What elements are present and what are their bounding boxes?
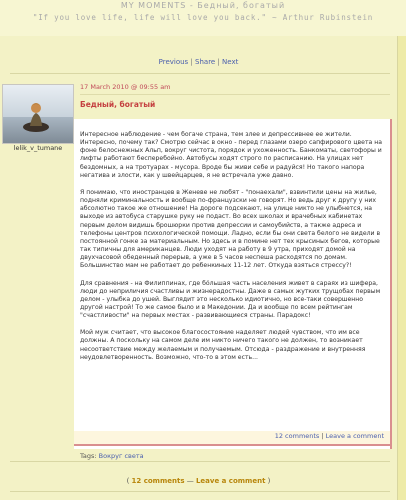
main-container — [0, 36, 398, 500]
tag-link[interactable]: Вокруг света — [98, 452, 144, 460]
site-tagline: "If you love life, life will love you back." ~ Arthur Rubinstein — [32, 13, 374, 22]
post-comments-bar — [74, 431, 390, 446]
leave-comment-link[interactable]: Leave a comment — [325, 432, 384, 440]
post-paragraph: Для сравнения - на Филиппинах, где бóльшая часть населения живет в сараях из шифера, люди до неприличия счастливы и жизнерадостны. Даже в самых жутких трущобах первым делом - улыбка до ушей. Выглядит это несколько идиотично, но все-таки совершенно другой настрой! То же самое было и в Македонии. Да и вообще по всем рейтингам "счастливости" на первых местах - развивающиеся страны. Парадокс! — [80, 279, 381, 320]
post-paragraph: Интересное наблюдение - чем богаче страна, тем злее и депрессивнее ее жители. Интересно, почему так? Смотрю сейчас в окно - перед глазами озеро сапфирового цвета на фоне белоснежных Альп, вокруг чистота, порядок и ухоженность. Банкоматы, светофоры и лифты работают бесперебойно. Автобусы ходят строго по расписанию. На улицах нет бездомных, а на тротуарах - мусора. Вроде бы живи себе и радуйся! Но такого напора негатива и злости, как у швейцарцев, я не встречала уже давно. — [80, 131, 383, 179]
site-title[interactable]: MY MOMENTS - Бедный, богатый — [120, 1, 286, 10]
site-header — [0, 0, 406, 36]
tags-label: Tags: — [80, 452, 97, 460]
divider — [10, 491, 390, 492]
avatar-photo — [3, 85, 73, 143]
footer-comments-link[interactable]: 12 comments — [131, 477, 185, 485]
divider — [80, 94, 390, 95]
author-name[interactable]: lelik_v_tumane — [13, 144, 63, 152]
avatar[interactable] — [2, 84, 74, 144]
footer-leave-comment-link[interactable]: Leave a comment — [195, 477, 266, 485]
paren: ) — [265, 477, 271, 485]
comments-count-link[interactable]: 12 comments — [274, 432, 320, 440]
share-link[interactable]: Share — [195, 58, 216, 66]
post-paragraph: Я понимаю, что иностранцев в Женеве не любят - "понаехали", взвинтили цены на жилье, подняли криминальность и вообще по-французски не говорят. Но ведь друг к другу у них абсолютно такое же отношение! На дороге подсекают, на улице никто не улыбнется, на выходе из автобуса старушке руку не подаст. Во всех школах и врачебных кабинетах первым делом видишь брошюрки против депрессии и самоубийств, а также адреса и телефоны центров психологической помощи. Ладно, если бы они света белого не видели в постоянной гонке за материальным. Но здесь и в помине нет тех крысиных бегов, которые так типичны для американцев. Люди уходят на работу в 9 утра, приходят домой на двухчасовой обеденный перерыв, а уже в 5 часов неспеша расходятся по домам. Большинство мам не работает до ребенкиных 11-12 лет. Откуда взяться стрессу?! — [80, 188, 381, 270]
post-date: 17 March 2010 @ 09:55 am — [80, 83, 171, 91]
post-paragraph: Мой муж считает, что высокое благосостояние наделяет людей чувством, что им все должны. А поскольку на самом деле им никто ничего такого не должен, то возникает несоответствие между желаемым и получаемым. Отсюда - раздражение и внутренняя неудовлетворенность. Возможно, что-то в этом есть... — [80, 329, 366, 361]
paren: ( — [126, 477, 132, 485]
separator: | — [319, 432, 326, 440]
footer-comment-links — [0, 477, 397, 485]
post-tags — [80, 452, 144, 460]
nav-separator: | — [188, 58, 196, 66]
comments-bar-links — [275, 432, 384, 440]
next-link[interactable]: Next — [222, 58, 239, 66]
nav-separator: | — [215, 58, 223, 66]
divider — [10, 461, 390, 462]
dash: — — [184, 477, 196, 485]
previous-link[interactable]: Previous — [158, 58, 189, 66]
post-body — [74, 119, 392, 449]
post-title: Бедный, богатый — [80, 100, 156, 109]
divider — [10, 73, 390, 74]
post-text — [80, 131, 382, 371]
post-navigation — [0, 58, 397, 66]
